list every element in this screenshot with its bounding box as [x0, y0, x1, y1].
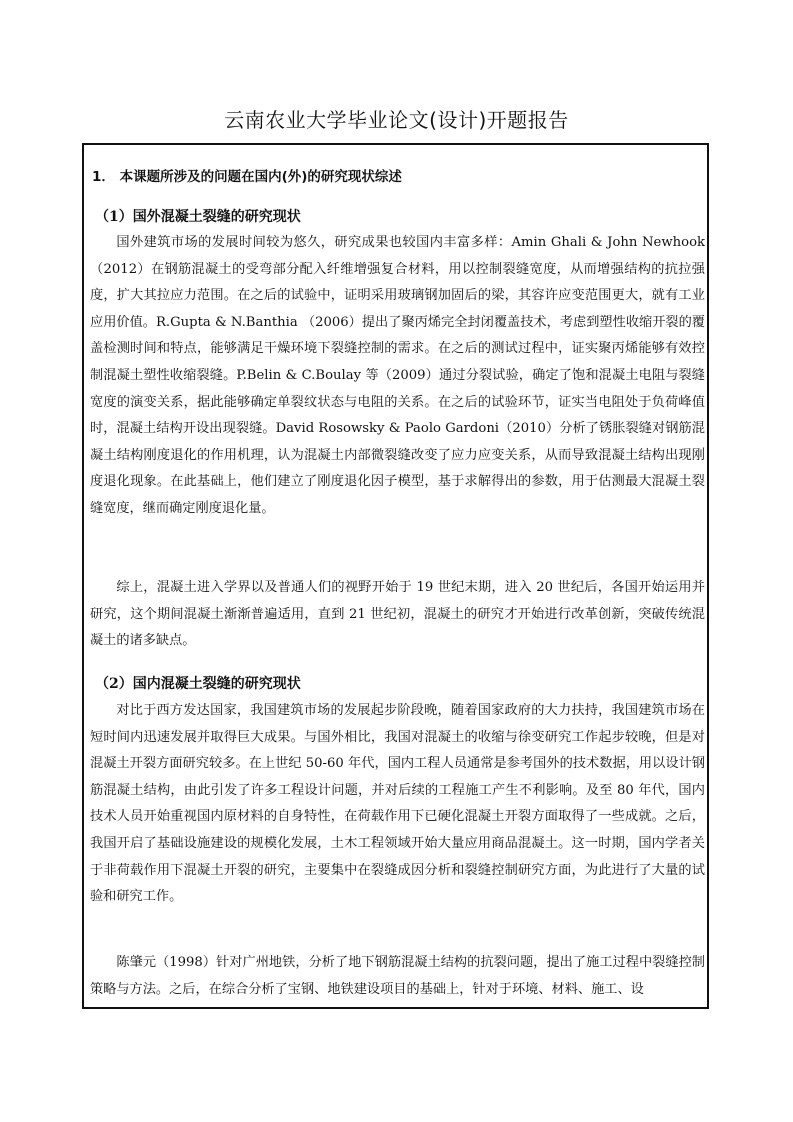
paragraph-chen-zhaoyuan: 陈肇元（1998）针对广州地铁，分析了地下钢筋混凝土结构的抗裂问题，提出了施工过程中裂缝控制策略与方法。之后，在综合分析了宝钢、地铁建设项目的基础上，针对于环境、材料、施工、设	[90, 955, 705, 997]
subsection-heading-foreign: （1）国外混凝土裂缝的研究现状	[95, 209, 301, 225]
subsection-heading-domestic: （2）国内混凝土裂缝的研究现状	[95, 676, 301, 692]
paragraph-foreign-research: 国外建筑市场的发展时间较为悠久，研究成果也较国内丰富多样：Amin Ghali & John Newhook（2012）在钢筋混凝土的受弯部分配入纤维增强复合材料，用以控制裂缝宽度，从而增强结构的抗拉强度，扩大其拉应力范围。在之后的试验中，证明采用玻璃钢加固后的梁，其容许应变范围更大，就有工业应用价值。R.Gupta & N.Banthia （2006）提出了聚丙烯完全封闭覆盖技术，考虑到塑性收缩开裂的覆盖检测时间和特点，能够满足干燥环境下裂缝控制的需求。在之后的测试过程中，证实聚丙烯能够有效控制混凝土塑性收缩裂缝。P.Belin & C.Boulay 等（2009）通过分裂试验，确定了饱和混凝土电阻与裂缝宽度的演变关系，据此能够确定单裂纹状态与电阻的关系。在之后的试验环节，证实当电阻处于负荷峰值时，混凝土结构开设出现裂缝。David Rosowsky & Paolo Gardoni（2010）分析了锈胀裂缝对钢筋混凝土结构刚度退化的作用机理，认为混凝土内部微裂缝改变了应力应变关系，从而导致混凝土结构出现刚度退化现象。在此基础上，他们建立了刚度退化因子模型，基于求解得出的参数，用于估测最大混凝土裂缝宽度，继而确定刚度退化量。	[90, 235, 705, 516]
paragraph-domestic-research: 对比于西方发达国家，我国建筑市场的发展起步阶段晚，随着国家政府的大力扶持，我国建筑市场在短时间内迅速发展并取得巨大成果。与国外相比，我国对混凝土的收缩与徐变研究工作起步较晚，但是对混凝土开裂方面研究较多。在上世纪 50-60 年代，国内工程人员通常是参考国外的技术数据，用以设计钢筋混凝土结构，由此引发了许多工程设计问题，并对后续的工程施工产生不利影响。及至 80 年代，国内技术人员开始重视国内原材料的自身特性，在荷载作用下已硬化混凝土开裂方面取得了一些成就。之后，我国开启了基础设施建设的规模化发展，土木工程领域开始大量应用商品混凝土。这一时期，国内学者关于非荷载作用下混凝土开裂的研究，主要集中在裂缝成因分析和裂缝控制研究方面，为此进行了大量的试验和研究工作。	[90, 703, 705, 905]
paragraph-summary: 综上，混凝土进入学界以及普通人们的视野开始于 19 世纪末期，进入 20 世纪后，各国开始运用并研究，这个期间混凝土渐渐普遍适用，直到 21 世纪初，混凝土的研究才开始进行改革创新，突破传统混凝土的诸多缺点。	[90, 580, 705, 649]
page-title: 云南农业大学毕业论文(设计)开题报告	[224, 108, 569, 132]
section-heading: 1． 本课题所涉及的问题在国内(外)的研究现状综述	[92, 169, 402, 185]
